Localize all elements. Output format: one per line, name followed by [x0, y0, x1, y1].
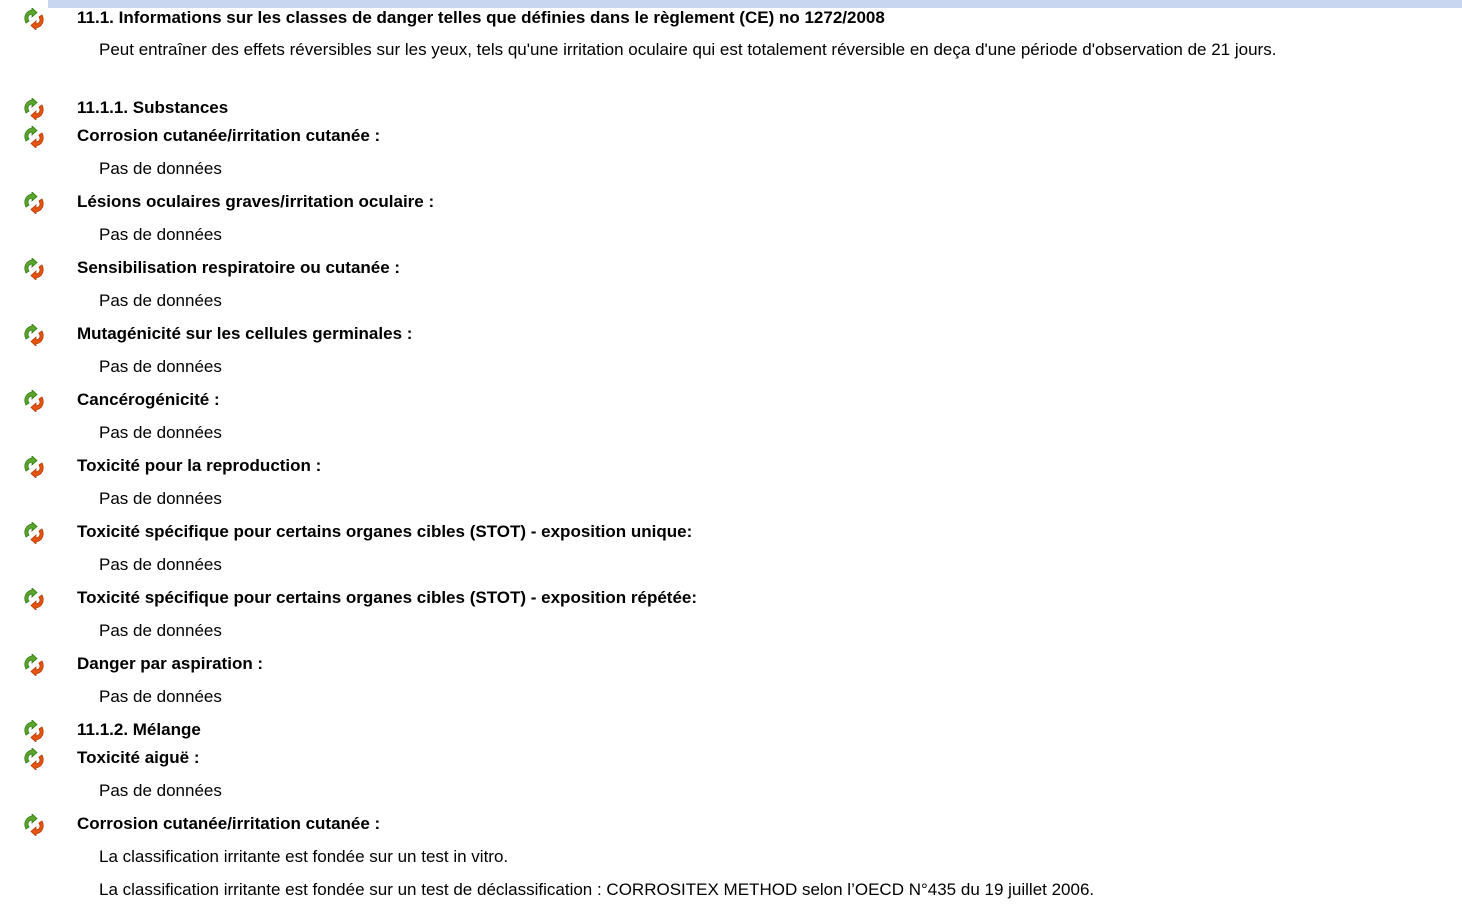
update-arrows-icon	[22, 654, 46, 676]
body-text-row	[0, 773, 1462, 806]
body-text-row	[0, 33, 1462, 90]
update-arrows-icon	[22, 98, 46, 120]
section-heading: 11.1. Informations sur les classes de danger telles que définies dans le règlement (CE) no 1272/2008	[77, 8, 885, 27]
section-text: La classification irritante est fondée sur un test de déclassification : CORROSITEX METHOD selon l’OECD N°435 du 19 juillet 2006.	[99, 880, 1095, 899]
section-heading: Toxicité aiguë :	[77, 748, 200, 767]
update-arrows-icon	[22, 126, 46, 148]
section-heading: Toxicité pour la reproduction :	[77, 456, 322, 475]
section-heading-row	[0, 740, 1462, 773]
section-heading-row	[0, 250, 1462, 283]
section-heading: Corrosion cutanée/irritation cutanée :	[77, 814, 381, 833]
section-heading: Mutagénicité sur les cellules germinales :	[77, 324, 413, 343]
section-heading: 11.1.2. Mélange	[77, 720, 201, 739]
section-text: Pas de données	[99, 291, 222, 310]
section-text: Pas de données	[99, 225, 222, 244]
update-arrows-icon	[22, 588, 46, 610]
update-arrows-icon	[22, 324, 46, 346]
section-heading: Cancérogénicité :	[77, 390, 220, 409]
section-heading: 11.1.1. Substances	[77, 98, 229, 117]
section-heading: Sensibilisation respiratoire ou cutanée :	[77, 258, 401, 277]
section-heading: Toxicité spécifique pour certains organes cibles (STOT) - exposition répétée:	[77, 588, 698, 607]
update-arrows-icon	[22, 522, 46, 544]
body-text-row	[0, 415, 1462, 448]
section-heading-row	[0, 712, 1462, 740]
body-text-row	[0, 679, 1462, 712]
section-text: Pas de données	[99, 489, 222, 508]
body-text-row	[0, 283, 1462, 316]
section-text: Pas de données	[99, 687, 222, 706]
section-heading-row	[0, 580, 1462, 613]
update-arrows-icon	[22, 720, 46, 742]
section-text: Pas de données	[99, 555, 222, 574]
section-text: Pas de données	[99, 159, 222, 178]
body-text-row	[0, 481, 1462, 514]
section-heading: Toxicité spécifique pour certains organes cibles (STOT) - exposition unique:	[77, 522, 693, 541]
body-text-row	[0, 872, 1462, 905]
body-text-row	[0, 217, 1462, 250]
section-heading-row	[0, 646, 1462, 679]
section-text: Peut entraîner des effets réversibles sur les yeux, tels qu'une irritation oculaire qui est totalement réversible en deça d'une période d'observation de 21 jours.	[99, 40, 1277, 59]
section-heading-row	[0, 118, 1462, 151]
section-heading-row	[0, 184, 1462, 217]
body-text-row	[0, 349, 1462, 382]
section-heading-row	[0, 514, 1462, 547]
body-text-row	[0, 547, 1462, 580]
update-arrows-icon	[22, 192, 46, 214]
update-arrows-icon	[22, 748, 46, 770]
section-heading-row	[0, 90, 1462, 118]
section-heading: Corrosion cutanée/irritation cutanée :	[77, 126, 381, 145]
update-arrows-icon	[22, 456, 46, 478]
section-text: Pas de données	[99, 781, 222, 800]
section-text: Pas de données	[99, 621, 222, 640]
body-text-row	[0, 839, 1462, 872]
update-arrows-icon	[22, 258, 46, 280]
section-heading-row	[0, 448, 1462, 481]
section-heading-row	[0, 806, 1462, 839]
body-text-row	[0, 613, 1462, 646]
section-text: Pas de données	[99, 423, 222, 442]
section-heading: Lésions oculaires graves/irritation oculaire :	[77, 192, 435, 211]
update-arrows-icon	[22, 814, 46, 836]
section-text: La classification irritante est fondée sur un test in vitro.	[99, 847, 509, 866]
section-heading-row	[0, 316, 1462, 349]
section-heading-row	[0, 0, 1462, 33]
body-text-row	[0, 151, 1462, 184]
update-arrows-icon	[22, 8, 46, 30]
update-arrows-icon	[22, 390, 46, 412]
section-text: Pas de données	[99, 357, 222, 376]
section-heading: Danger par aspiration :	[77, 654, 264, 673]
section-heading-row	[0, 382, 1462, 415]
